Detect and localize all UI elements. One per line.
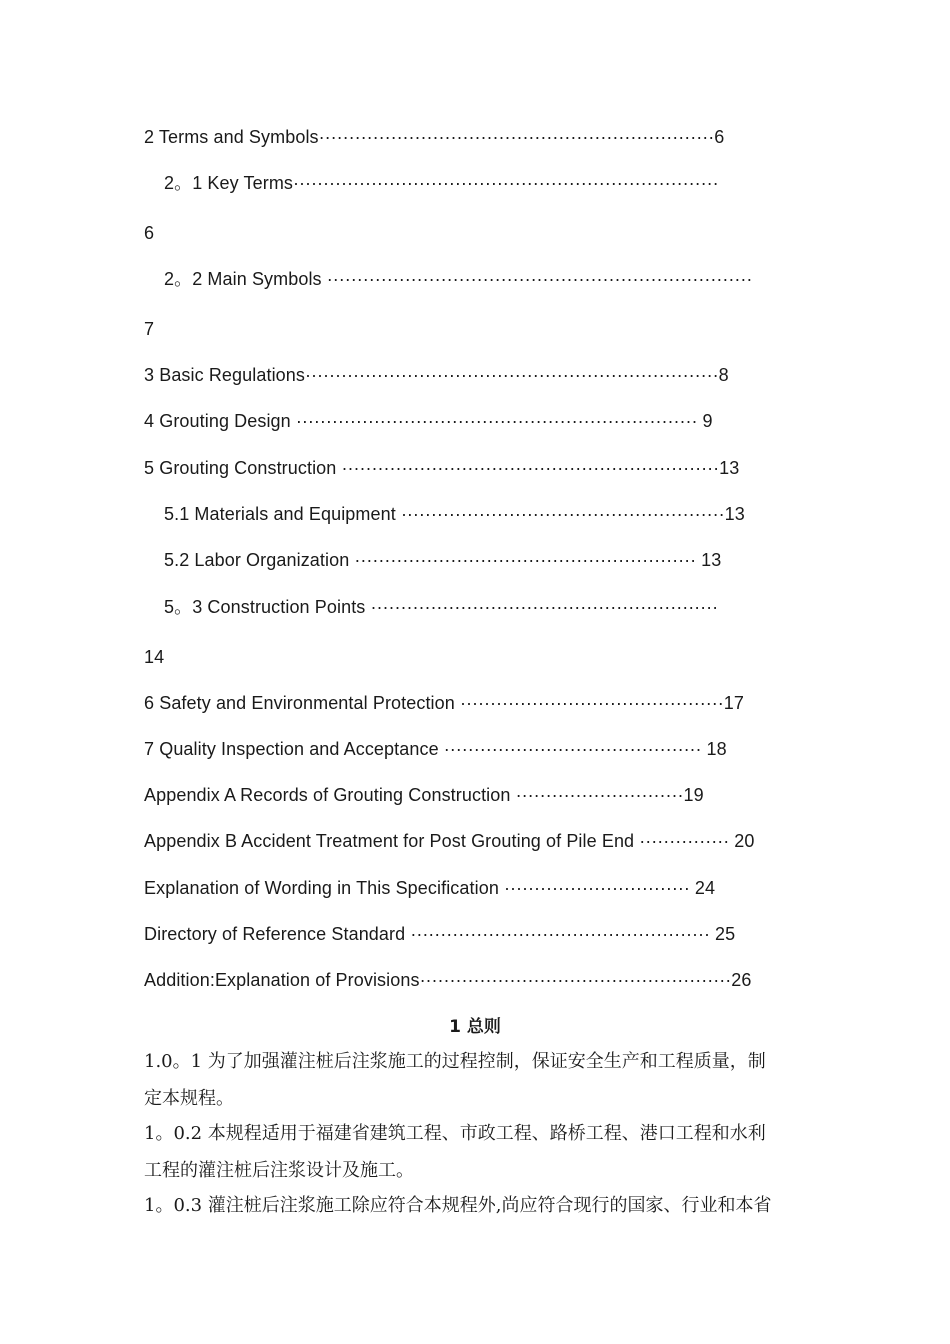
toc-entry-title: 2。1 Key Terms: [164, 173, 294, 193]
toc-entry: [164, 268, 752, 290]
toc-dot-leader: ·······························································: [341, 458, 720, 478]
toc-dot-leader: ·························································: [354, 550, 702, 570]
toc-entry-title: 5.1 Materials and Equipment: [164, 504, 401, 524]
toc-dot-leader: ··································································: [318, 127, 715, 147]
toc-entry: [144, 457, 739, 479]
toc-dot-leader: ············································: [459, 693, 724, 713]
toc-entry-title: 5。3 Construction Points: [164, 597, 371, 617]
toc-entry-title: 3 Basic Regulations: [144, 365, 305, 385]
toc-page-number: 14: [144, 647, 165, 667]
toc-page-number: 19: [683, 785, 704, 805]
toc-entry-title: 5.2 Labor Organization: [164, 550, 355, 570]
toc-dot-leader: ·····································································: [305, 365, 719, 385]
toc-dot-leader: ·······························: [504, 878, 695, 898]
toc-page-number: 17: [723, 693, 744, 713]
toc-entry: [144, 410, 713, 432]
toc-entry: [144, 969, 752, 991]
toc-entry: [144, 923, 735, 945]
toc-page-number: 9: [702, 411, 713, 431]
toc-dot-leader: ······················································: [400, 504, 725, 524]
toc-page-number: 18: [706, 739, 727, 759]
body-text-line: 工程的灌注桩后注浆设计及施工。: [144, 1160, 414, 1181]
toc-entry-title: 2。2 Main Symbols: [164, 269, 327, 289]
toc-entry: [144, 877, 715, 899]
toc-page-number: 26: [731, 970, 752, 990]
toc-page-number: 20: [734, 831, 755, 851]
toc-page-number: 8: [718, 365, 729, 385]
toc-page-number: 7: [144, 319, 155, 339]
toc-page-number: 6: [714, 127, 725, 147]
toc-entry-title: Directory of Reference Standard: [144, 924, 411, 944]
toc-entry-title: 4 Grouting Design: [144, 411, 296, 431]
toc-entry-title: Explanation of Wording in This Specification: [144, 878, 505, 898]
toc-entry-title: Appendix A Records of Grouting Construction: [144, 785, 516, 805]
toc-entry: [144, 784, 704, 806]
toc-entry: [144, 738, 727, 760]
toc-page-number: 13: [724, 504, 745, 524]
toc-entry: [164, 549, 721, 571]
toc-page-number: 13: [719, 458, 740, 478]
toc-dot-leader: ···············: [639, 831, 735, 851]
toc-dot-leader: ··························································: [370, 597, 719, 617]
body-text-line: 定本规程。: [144, 1088, 234, 1109]
toc-dot-leader: ····························: [515, 785, 684, 805]
toc-entry: [144, 364, 729, 386]
toc-entry: [164, 503, 745, 525]
toc-dot-leader: ···········································: [443, 739, 707, 759]
toc-dot-leader: ····················································: [419, 970, 732, 990]
toc-dot-leader: ··················································: [410, 924, 716, 944]
toc-entry-title: 2 Terms and Symbols: [144, 127, 319, 147]
toc-entry-title: 7 Quality Inspection and Acceptance: [144, 739, 444, 759]
toc-entry: [144, 126, 724, 148]
toc-page-number-wrapped: [144, 222, 154, 244]
toc-entry-title: 5 Grouting Construction: [144, 458, 342, 478]
toc-entry-title: Appendix B Accident Treatment for Post Grouting of Pile End: [144, 831, 640, 851]
chapter-heading: 1 总则: [449, 1017, 501, 1037]
toc-entry: [164, 172, 719, 194]
toc-page-number: 25: [715, 924, 736, 944]
toc-entry-title: Addition:Explanation of Provisions: [144, 970, 420, 990]
toc-entry: [144, 692, 744, 714]
body-text-line: 1。0.3 灌注桩后注浆施工除应符合本规程外,尚应符合现行的国家、行业和本省: [144, 1195, 772, 1216]
toc-entry-title: 6 Safety and Environmental Protection: [144, 693, 460, 713]
body-text-line: 1.0。1 为了加强灌注桩后注浆施工的过程控制，保证安全生产和工程质量，制: [144, 1051, 766, 1072]
toc-dot-leader: ···································································: [295, 411, 703, 431]
toc-dot-leader: ·······································································: [326, 269, 753, 289]
toc-page-number-wrapped: [144, 318, 154, 340]
toc-page-number: 24: [694, 878, 716, 898]
toc-dot-leader: ·······································································: [293, 173, 719, 193]
toc-page-number: 6: [144, 223, 155, 243]
toc-entry: [164, 596, 718, 618]
body-text-line: 1。0.2 本规程适用于福建省建筑工程、市政工程、路桥工程、港口工程和水利: [144, 1123, 766, 1144]
toc-entry: [144, 830, 754, 852]
toc-page-number-wrapped: [144, 646, 164, 668]
toc-page-number: 13: [701, 550, 722, 570]
